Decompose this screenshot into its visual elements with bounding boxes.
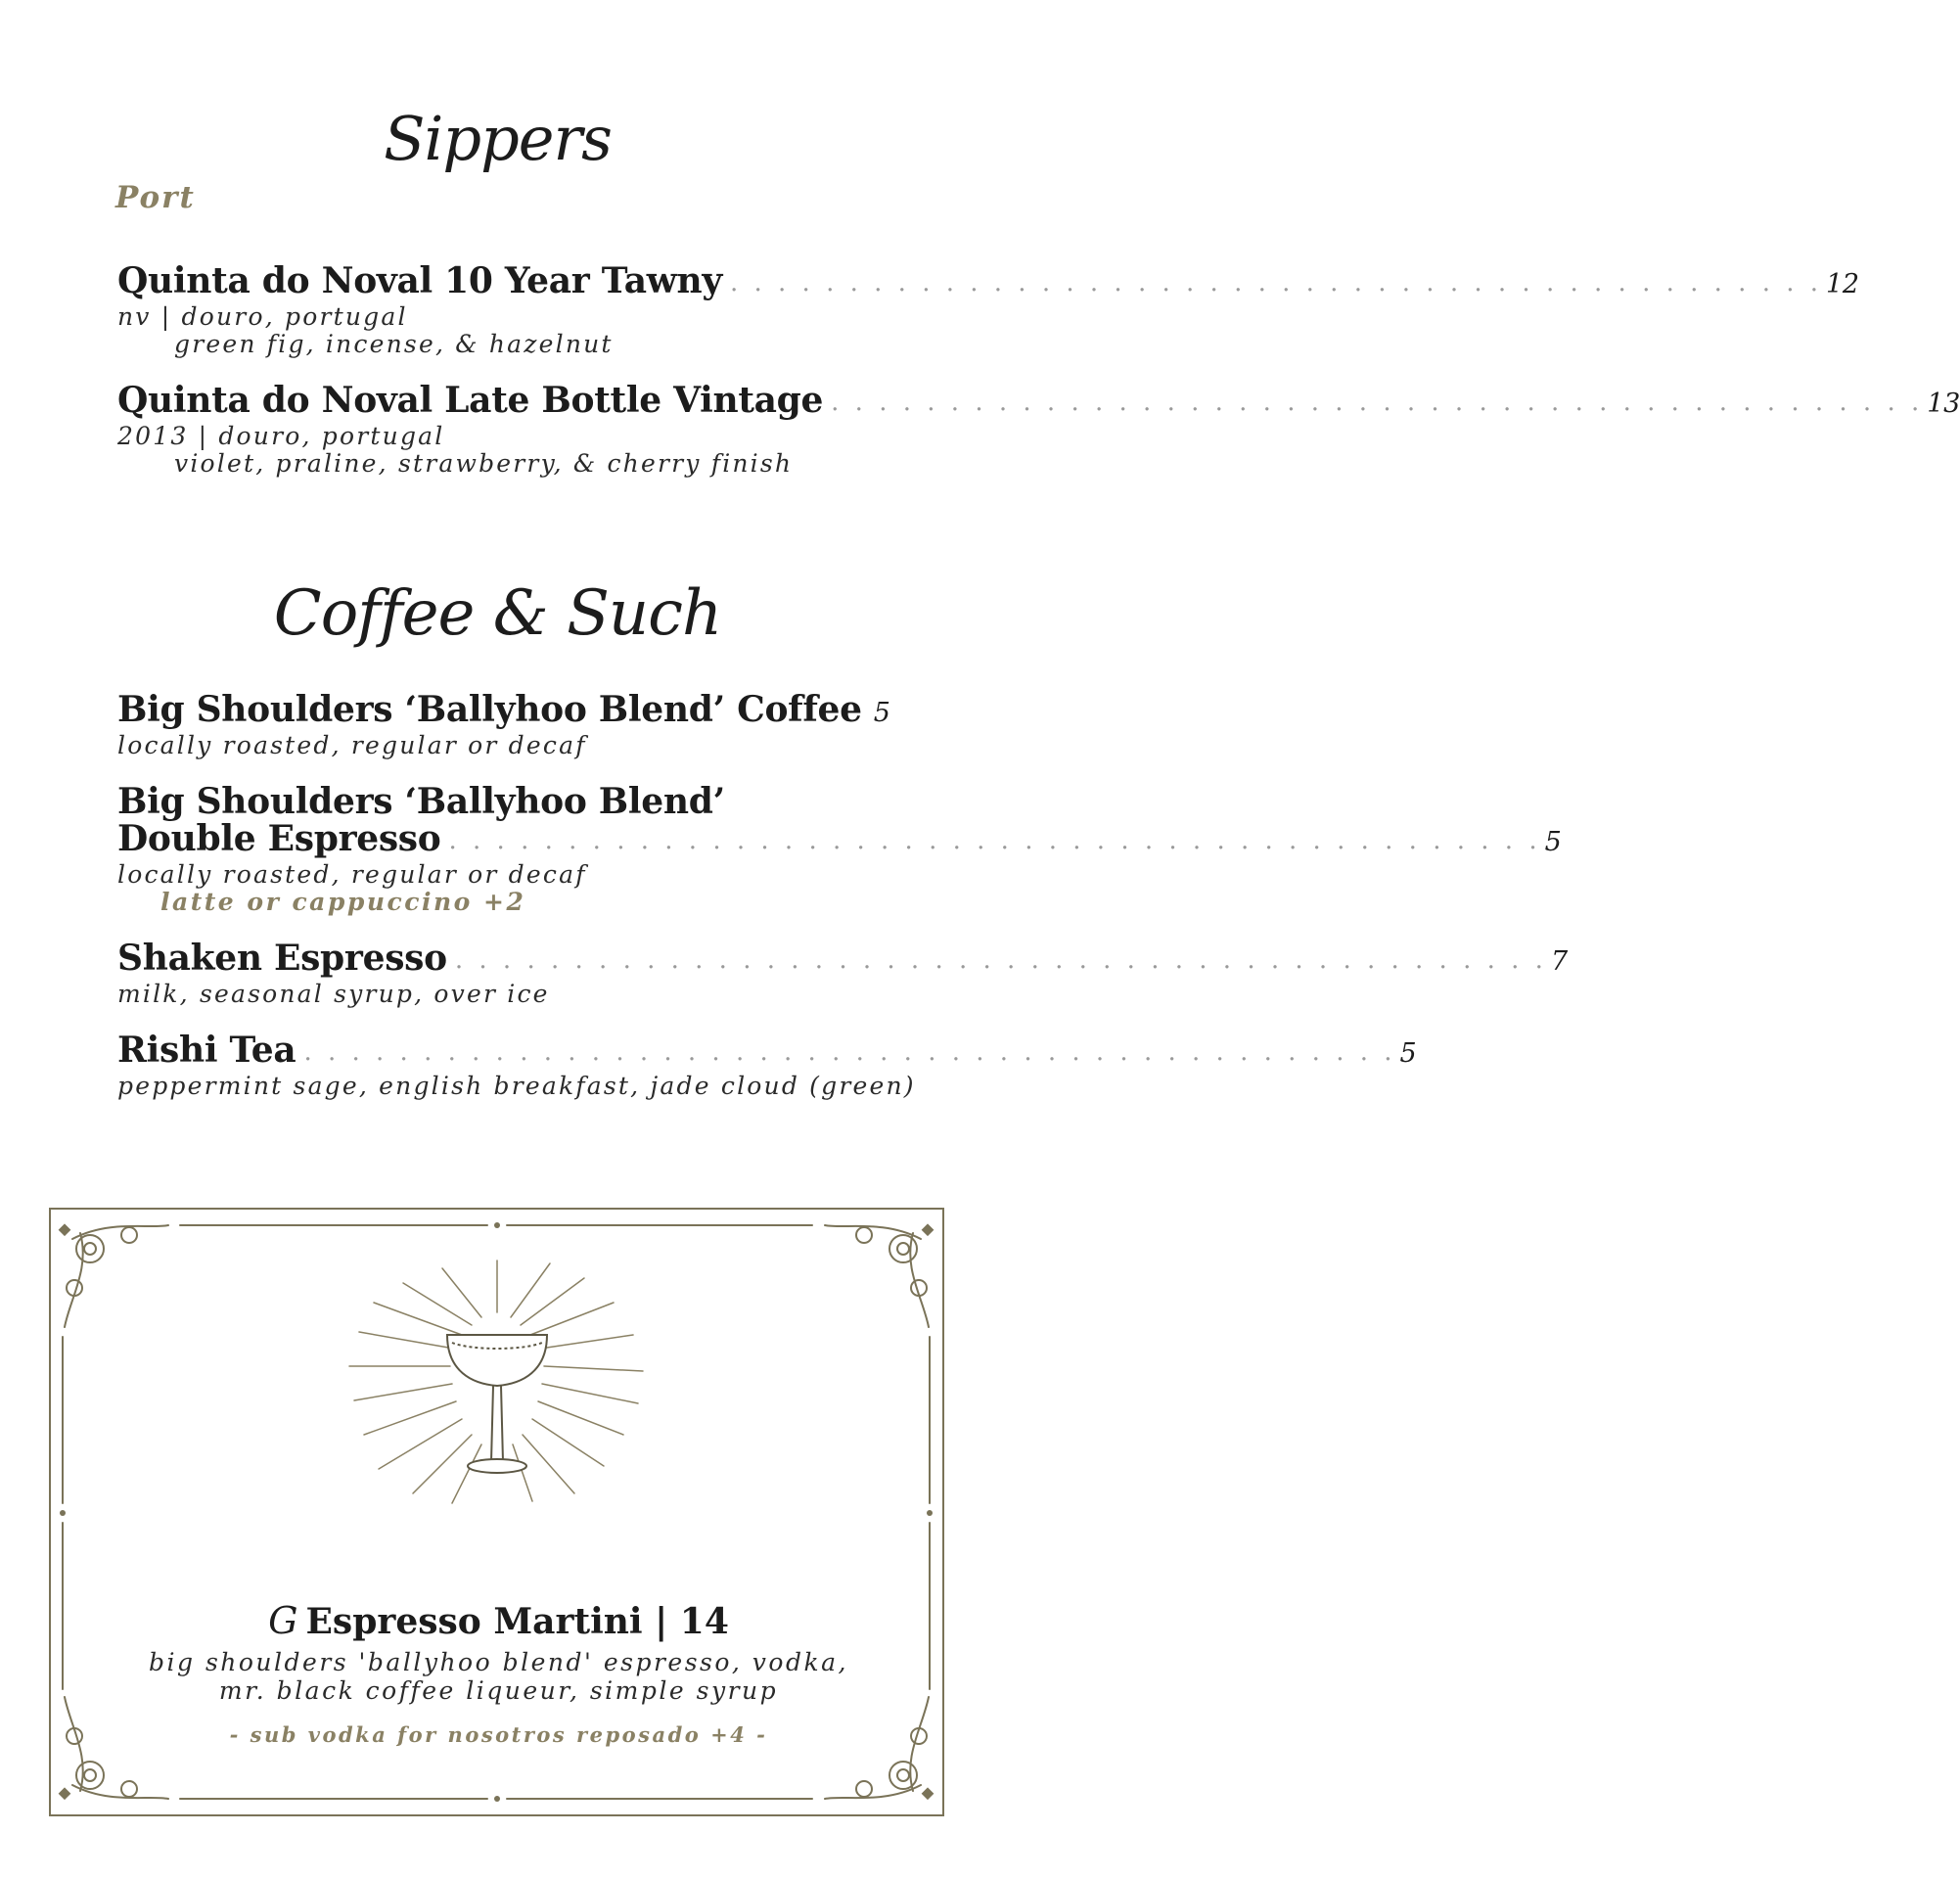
menu-item-row xyxy=(117,938,1568,981)
featured-cocktail-card xyxy=(49,1208,944,1816)
menu-item xyxy=(117,1030,1417,1100)
menu-item-price: 5 xyxy=(873,698,890,728)
menu-item-description: milk, seasonal syrup, over ice xyxy=(117,980,550,1008)
featured-cocktail-description-line2: mr. black coffee liqueur, simple syrup xyxy=(218,1676,779,1705)
featured-cocktail-name: Espresso Martini | 14 xyxy=(305,1601,729,1642)
menu-item-notes: green fig, incense, & hazelnut xyxy=(174,330,614,358)
corner-flourish-bottom-right xyxy=(825,1697,929,1799)
menu-item xyxy=(117,938,1568,1008)
leader-dots: . . . . . . . . . . . . . . . . . . . . . . . . . . . . . . . . . . . . . . . . . . . . . . xyxy=(831,388,1924,417)
menu-item-description: locally roasted, regular or decaf xyxy=(117,860,587,889)
featured-cocktail-substitution-note: - sub vodka for nosotros reposado +4 - xyxy=(229,1722,768,1747)
menu-item-row xyxy=(117,818,1562,861)
menu-item-row xyxy=(117,689,890,732)
port-category-heading: Port xyxy=(115,180,196,215)
menu-item xyxy=(117,260,1859,358)
menu-item-name: Big Shoulders ‘Ballyhoo Blend’ Coffee xyxy=(117,689,862,730)
leader-dots: . . . . . . . . . . . . . . . . . . . . . . . . . . . . . . . . . . . . . . . . . . . . . . xyxy=(729,268,1823,298)
menu-item-name-line2: Double Espresso xyxy=(117,818,441,859)
leader-dots: . . . . . . . . . . . . . . . . . . . . . . . . . . . . . . . . . . . . . . . . . . . . . . xyxy=(303,1037,1396,1067)
menu-item-name-line1: Big Shoulders ‘Ballyhoo Blend’ xyxy=(117,781,725,822)
menu-item-description: locally roasted, regular or decaf xyxy=(117,731,587,759)
menu-item-name: Quinta do Noval 10 Year Tawny xyxy=(117,260,722,301)
corner-flourish-top-right xyxy=(825,1225,929,1327)
menu-item-row xyxy=(117,1030,1417,1073)
menu-item-price: 5 xyxy=(1544,827,1562,857)
corner-flourish-bottom-left xyxy=(65,1697,168,1799)
menu-item-origin: nv | douro, portugal xyxy=(117,302,408,331)
menu-item-name: Rishi Tea xyxy=(117,1030,296,1071)
menu-item xyxy=(117,689,890,759)
menu-item xyxy=(117,781,1562,916)
menu-item-price: 12 xyxy=(1826,269,1859,299)
coffee-section-title: Coffee & Such xyxy=(273,577,722,650)
menu-item-price: 5 xyxy=(1399,1038,1417,1069)
sippers-section-title: Sippers xyxy=(384,103,612,174)
menu-item-addon: latte or cappuccino +2 xyxy=(160,888,526,916)
menu-item-description: peppermint sage, english breakfast, jade cloud (green) xyxy=(117,1072,916,1100)
leader-dots: . . . . . . . . . . . . . . . . . . . . . . . . . . . . . . . . . . . . . . . . . . . . . . xyxy=(448,826,1541,855)
menu-item-row xyxy=(117,380,1960,423)
leader-dots: . . . . . . . . . . . . . . . . . . . . . . . . . . . . . . . . . . . . . . . . . . . . . . xyxy=(454,945,1547,975)
menu-item-price: 7 xyxy=(1550,946,1568,977)
menu-item-name: Quinta do Noval Late Bottle Vintage xyxy=(117,380,824,421)
featured-cocktail-description-line1: big shoulders 'ballyhoo blend' espresso, vodka, xyxy=(149,1648,848,1676)
menu-item-name: Shaken Espresso xyxy=(117,938,447,979)
menu-item-row xyxy=(117,260,1859,303)
g-logo-mark: G xyxy=(268,1599,298,1642)
menu-item-price: 13 xyxy=(1927,389,1960,419)
menu-item-notes: violet, praline, strawberry, & cherry finish xyxy=(174,449,794,478)
coupe-glass-body xyxy=(447,1335,547,1473)
featured-cocktail-title xyxy=(51,1599,946,1642)
menu-item xyxy=(117,380,1960,478)
menu-item-origin: 2013 | douro, portugal xyxy=(117,422,445,450)
corner-flourish-top-left xyxy=(65,1225,168,1327)
